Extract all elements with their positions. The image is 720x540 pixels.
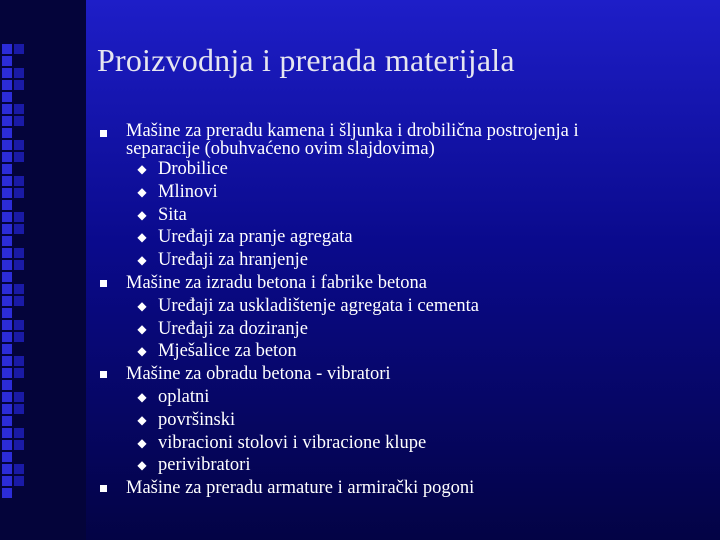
diamond-bullet-icon: ◆ [137, 389, 147, 404]
list-item-text: Mašine za obradu betona - vibratori [126, 364, 391, 385]
decorative-square [2, 452, 12, 462]
decorative-square [2, 212, 12, 222]
sub-item-text: Drobilice [158, 159, 228, 179]
decorative-square [2, 200, 12, 210]
decorative-square [2, 308, 12, 318]
sub-list-item [96, 295, 696, 318]
sub-item-text: vibracioni stolovi i vibracione klupe [158, 432, 427, 453]
decorative-square [2, 356, 12, 366]
sub-item-text: Mlinovi [158, 181, 218, 202]
decorative-square [2, 368, 12, 378]
square-bullet-icon [100, 485, 107, 492]
sub-list-item [96, 249, 696, 272]
sub-list-item [96, 432, 696, 455]
sub-item-text: Uređaji za doziranje [158, 318, 308, 339]
sub-list-item [96, 204, 696, 227]
decorative-square [14, 116, 24, 126]
decorative-square [2, 428, 12, 438]
sub-list-item [96, 454, 696, 477]
list-item-text: Mašine za izradu betona i fabrike betona [126, 272, 428, 293]
list-item [96, 122, 696, 158]
decorative-square [14, 212, 24, 222]
decorative-square [2, 164, 12, 174]
list-item-text: Mašine za preradu armature i armirački pogoni [126, 478, 475, 499]
decorative-square [2, 248, 12, 258]
decorative-square [14, 332, 24, 342]
decorative-square [14, 188, 24, 198]
sub-item-text: površinski [158, 409, 236, 430]
decorative-square [14, 368, 24, 378]
decorative-square [14, 80, 24, 90]
sub-list-item [96, 181, 696, 204]
decorative-square [2, 140, 12, 150]
list-item [96, 272, 696, 295]
decorative-square [14, 476, 24, 486]
decorative-square [14, 404, 24, 414]
decorative-square [14, 428, 24, 438]
decorative-square [14, 392, 24, 402]
sub-item-text: Sita [158, 204, 187, 225]
decorative-square [2, 476, 12, 486]
decorative-square [2, 260, 12, 270]
decorative-square [14, 44, 24, 54]
list-item-text: Mašine za preradu kamena i šljunka i drobilična postrojenja i [126, 121, 579, 141]
sub-list-item [96, 386, 696, 409]
sub-item-text: Uređaji za pranje agregata [158, 227, 353, 248]
decorative-square [14, 140, 24, 150]
decorative-square [2, 176, 12, 186]
decorative-square [2, 344, 12, 354]
decorative-square [14, 440, 24, 450]
decorative-square [2, 224, 12, 234]
decorative-square [2, 56, 12, 66]
slide-title: Proizvodnja i prerada materijala [97, 42, 515, 78]
diamond-bullet-icon: ◆ [137, 162, 147, 176]
decorative-square [2, 440, 12, 450]
decorative-squares [2, 44, 24, 494]
sub-item-text: Uređaji za hranjenje [158, 250, 308, 271]
decorative-square [2, 332, 12, 342]
decorative-square [2, 128, 12, 138]
bullet-list [96, 122, 696, 500]
diamond-bullet-icon: ◆ [137, 184, 147, 199]
decorative-square [14, 224, 24, 234]
decorative-square [2, 236, 12, 246]
decorative-square [2, 188, 12, 198]
decorative-square [2, 296, 12, 306]
decorative-square [2, 380, 12, 390]
diamond-bullet-icon: ◆ [137, 344, 147, 359]
sub-list-item [96, 409, 696, 432]
decorative-square [2, 152, 12, 162]
decorative-square [14, 356, 24, 366]
sub-item-text: oplatni [158, 386, 210, 407]
decorative-square [14, 152, 24, 162]
diamond-bullet-icon: ◆ [137, 435, 147, 450]
sub-item-text: Uređaji za uskladištenje agregata i cementa [158, 295, 480, 316]
diamond-bullet-icon: ◆ [137, 207, 147, 222]
decorative-square [14, 284, 24, 294]
decorative-square [14, 260, 24, 270]
diamond-bullet-icon: ◆ [137, 253, 147, 268]
diamond-bullet-icon: ◆ [137, 321, 147, 336]
decorative-square [2, 488, 12, 498]
diamond-bullet-icon: ◆ [137, 298, 147, 313]
decorative-square [2, 44, 12, 54]
decorative-square [14, 320, 24, 330]
diamond-bullet-icon: ◆ [137, 412, 147, 427]
decorative-square [2, 116, 12, 126]
decorative-square [2, 80, 12, 90]
decorative-square [2, 68, 12, 78]
list-item-text-continued: separacije (obuhvaćeno ovim slajdovima) [126, 139, 435, 159]
sub-list-item [96, 318, 696, 341]
decorative-square [2, 92, 12, 102]
sub-list-item [96, 340, 696, 363]
diamond-bullet-icon: ◆ [137, 458, 147, 473]
decorative-square [14, 464, 24, 474]
list-item [96, 477, 696, 500]
square-bullet-icon [100, 371, 107, 378]
decorative-square [14, 176, 24, 186]
decorative-square [2, 416, 12, 426]
diamond-bullet-icon: ◆ [137, 230, 147, 245]
sub-list-item [96, 158, 696, 181]
square-bullet-icon [100, 280, 107, 287]
decorative-square [14, 68, 24, 78]
decorative-square [14, 248, 24, 258]
decorative-square [2, 392, 12, 402]
decorative-square [2, 404, 12, 414]
square-bullet-icon [100, 130, 107, 137]
sub-item-text: Mješalice za beton [158, 341, 297, 362]
decorative-square [2, 104, 12, 114]
list-item [96, 363, 696, 386]
decorative-square [2, 464, 12, 474]
decorative-square [14, 296, 24, 306]
decorative-square [2, 320, 12, 330]
sub-item-text: perivibratori [158, 455, 251, 476]
decorative-square [2, 284, 12, 294]
decorative-square [14, 104, 24, 114]
decorative-square [2, 272, 12, 282]
sub-list-item [96, 226, 696, 249]
